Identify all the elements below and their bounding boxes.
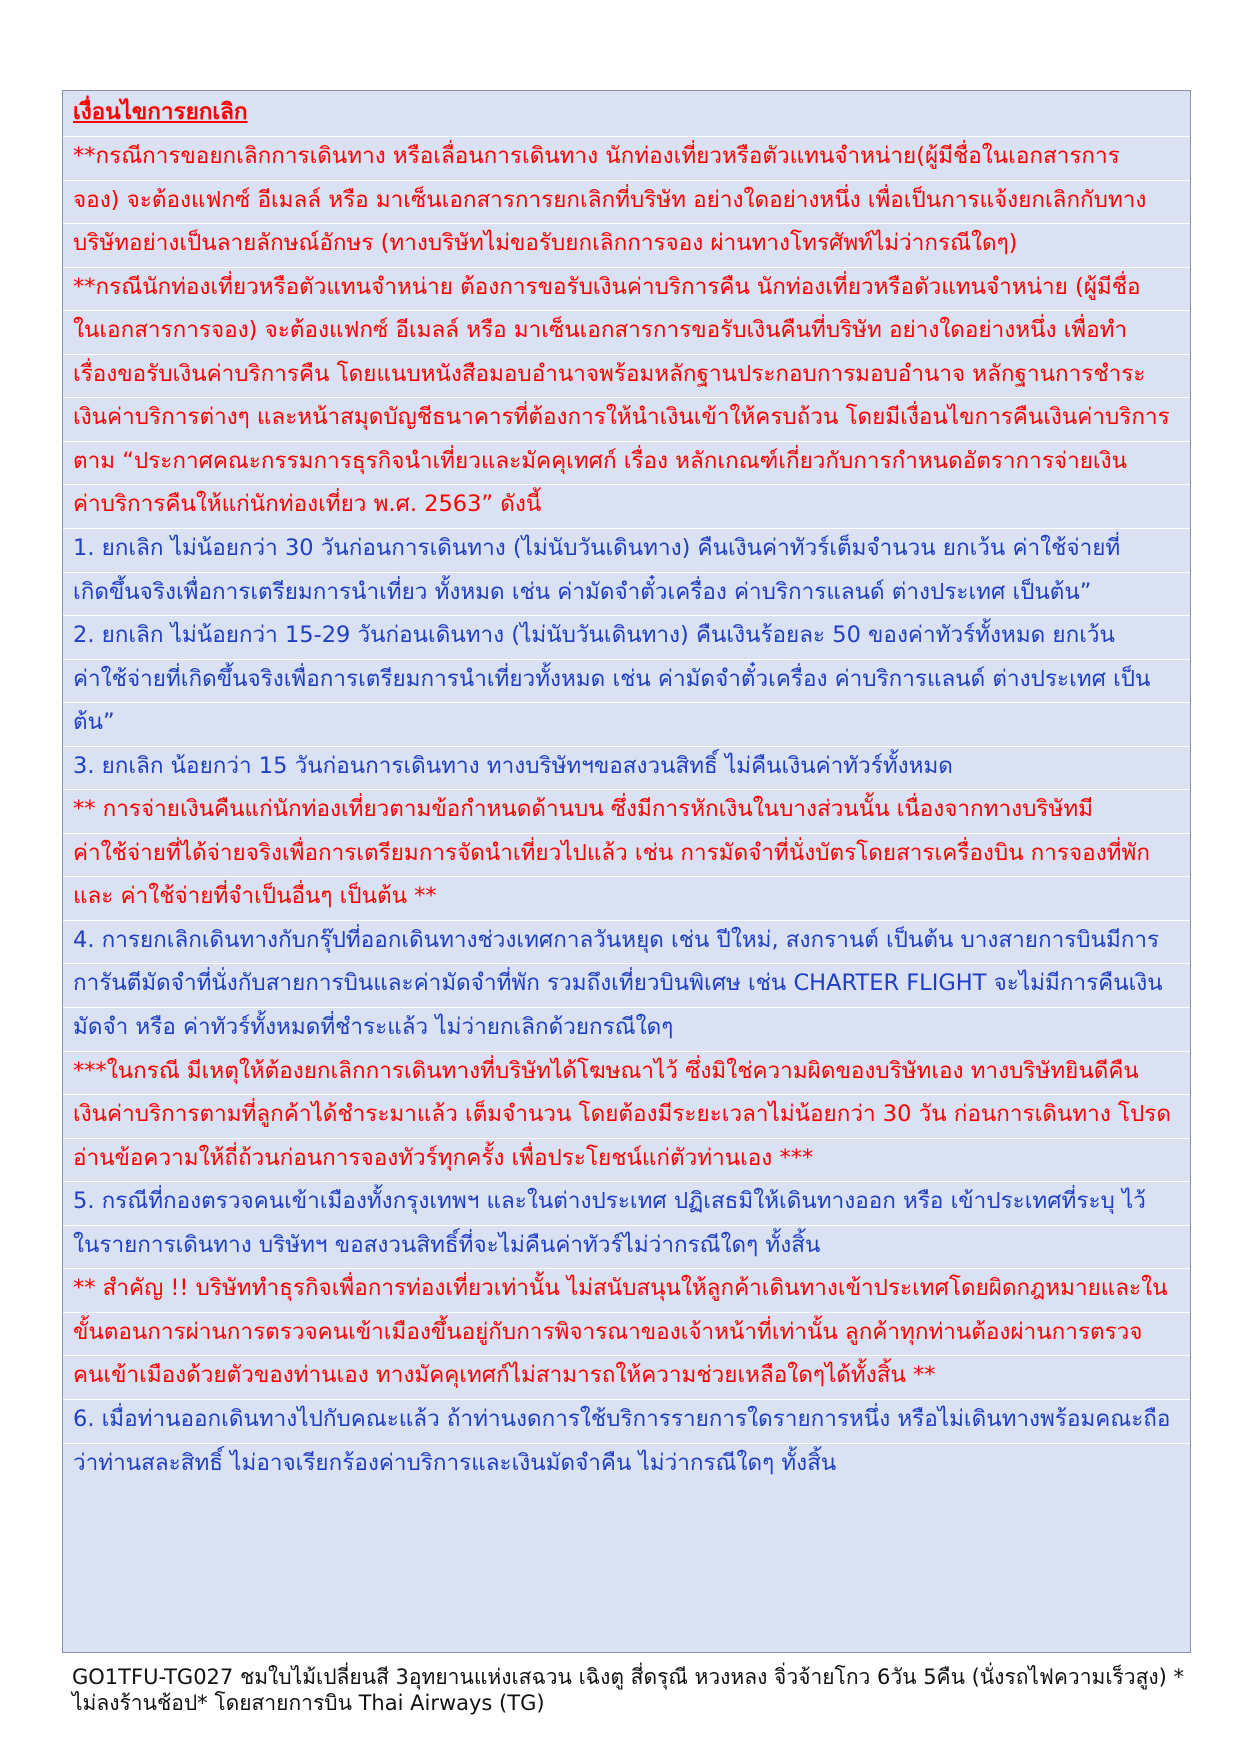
row-divider <box>63 572 1190 573</box>
row-divider <box>63 1225 1190 1226</box>
row-divider <box>63 876 1190 877</box>
condition-line: ** สำคัญ !! บริษัททำธุรกิจเพื่อการท่องเที่ยวเท่านั้น ไม่สนับสนุนให้ลูกค้าเดินทางเข้าประเทศโดยผิดกฎหมายและใน <box>73 1275 1168 1302</box>
row-divider <box>63 615 1190 616</box>
row-divider <box>63 223 1190 224</box>
row-divider <box>63 1268 1190 1269</box>
conditions-box <box>62 90 1191 1653</box>
condition-line: เรื่องขอรับเงินค่าบริการคืน โดยแนบหนังสือมอบอำนาจพร้อมหลักฐานประกอบการมอบอำนาจ หลักฐานการชำระ <box>73 360 1146 387</box>
row-divider <box>63 659 1190 660</box>
row-divider <box>63 310 1190 311</box>
row-divider <box>63 397 1190 398</box>
row-divider <box>63 1355 1190 1356</box>
condition-line: ค่าใช้จ่ายที่ได้จ่ายจริงเพื่อการเตรียมการจัดนำเที่ยวไปแล้ว เช่น การมัดจำที่นั่งบัตรโดยสารเครื่องบิน การจองที่พัก <box>73 839 1150 866</box>
footer-line-1: GO1TFU-TG027 ชมใบไม้เปลี่ยนสี 3อุทยานแห่งเสฉวน เฉิงตู สี่ดรุณี หวงหลง จิ่วจ้ายโกว 6วัน 5คืน (นั่งรถไฟความเร็วสูง) * <box>72 1665 1185 1689</box>
condition-line: ในรายการเดินทาง บริษัทฯ ขอสงวนสิทธิ์ที่จะไม่คืนค่าทัวร์ไม่ว่ากรณีใดๆ ทั้งสิ้น <box>73 1231 821 1258</box>
condition-line: ต้น” <box>73 709 115 736</box>
row-divider <box>63 1051 1190 1052</box>
condition-line: 4. การยกเลิกเดินทางกับกรุ๊ปที่ออกเดินทางช่วงเทศกาลวันหยุด เช่น ปีใหม่, สงกรานต์ เป็นต้น บางสายการบินมีการ <box>73 926 1160 953</box>
row-divider <box>63 833 1190 834</box>
footer-line-2: ไม่ลงร้านช้อป* โดยสายการบิน Thai Airways (TG) <box>72 1691 545 1715</box>
condition-line: ขั้นตอนการผ่านการตรวจคนเข้าเมืองขึ้นอยู่กับการพิจารณาของเจ้าหน้าที่เท่านั้น ลูกค้าทุกท่านต้องผ่านการตรวจ <box>73 1318 1143 1345</box>
condition-line: เงินค่าบริการตามที่ลูกค้าได้ชำระมาแล้ว เต็มจำนวน โดยต้องมีระยะเวลาไม่น้อยกว่า 30 วัน ก่อนการเดินทาง โปรด <box>73 1101 1171 1128</box>
row-divider <box>63 1312 1190 1313</box>
row-divider <box>63 920 1190 921</box>
row-divider <box>63 441 1190 442</box>
condition-line: ** การจ่ายเงินคืนแก่นักท่องเที่ยวตามข้อกำหนดด้านบน ซึ่งมีการหักเงินในบางส่วนนั้น เนื่องจากทางบริษัทมี <box>73 796 1093 823</box>
condition-line: มัดจำ หรือ ค่าทัวร์ทั้งหมดที่ชำระแล้ว ไม่ว่ายกเลิกด้วยกรณีใดๆ <box>73 1014 674 1040</box>
condition-line: ตาม “ประกาศคณะกรรมการธุรกิจนำเที่ยวและมัคคุเทศก์ เรื่อง หลักเกณฑ์เกี่ยวกับการกำหนดอัตราการจ่ายเงิน <box>73 447 1127 474</box>
row-divider <box>63 963 1190 964</box>
row-divider <box>63 354 1190 355</box>
condition-line: คนเข้าเมืองด้วยตัวของท่านเอง ทางมัคคุเทศก์ไม่สามารถให้ความช่วยเหลือใดๆได้ทั้งสิ้น ** <box>73 1362 936 1389</box>
row-divider <box>63 1181 1190 1182</box>
condition-line: จอง) จะต้องแฟกซ์ อีเมลล์ หรือ มาเซ็นเอกสารการยกเลิกที่บริษัท อย่างใดอย่างหนึ่ง เพื่อเป็นการแจ้งยกเลิกกับทาง <box>73 186 1147 213</box>
condition-line: เกิดขึ้นจริงเพื่อการเตรียมการนำเที่ยว ทั้งหมด เช่น ค่ามัดจำตั๋วเครื่อง ค่าบริการแลนด์ ต่างประเทศ เป็นต้น” <box>73 578 1092 605</box>
condition-line: 5. กรณีที่กองตรวจคนเข้าเมืองทั้งกรุงเทพฯ และในต่างประเทศ ปฏิเสธมิให้เดินทางออก หรือ เข้าประเทศที่ระบุ ไว้ <box>73 1188 1146 1215</box>
conditions-title: เงื่อนไขการยกเลิก <box>73 99 248 125</box>
condition-line: ค่าบริการคืนให้แก่นักท่องเที่ยว พ.ศ. 2563” ดังนี้ <box>73 491 542 518</box>
condition-line: **กรณีการขอยกเลิกการเดินทาง หรือเลื่อนการเดินทาง นักท่องเที่ยวหรือตัวแทนจำหน่าย(ผู้มีชื่อในเอกสารการ <box>73 143 1120 169</box>
condition-line: ***ในกรณี มีเหตุให้ต้องยกเลิกการเดินทางที่บริษัทได้โฆษณาไว้ ซึ่งมิใช่ความผิดของบริษัทเอง ทางบริษัทยินดีคืน <box>73 1057 1139 1084</box>
row-divider <box>63 789 1190 790</box>
row-divider <box>63 746 1190 747</box>
row-divider <box>63 528 1190 529</box>
row-divider <box>63 180 1190 181</box>
condition-line: และ ค่าใช้จ่ายที่จำเป็นอื่นๆ เป็นต้น ** <box>73 883 437 910</box>
condition-line: การันตีมัดจำที่นั่งกับสายการบินและค่ามัดจำที่พัก รวมถึงเที่ยวบินพิเศษ เช่น CHARTER FLIGHT จะไม่มีการคืนเงิน <box>73 970 1163 997</box>
condition-line: **กรณีนักท่องเที่ยวหรือตัวแทนจำหน่าย ต้องการขอรับเงินค่าบริการคืน นักท่องเที่ยวหรือตัวแทนจำหน่าย (ผู้มีชื่อ <box>73 273 1141 300</box>
condition-line: บริษัทอย่างเป็นลายลักษณ์อักษร (ทางบริษัทไม่ขอรับยกเลิกการจอง ผ่านทางโทรศัพท์ไม่ว่ากรณีใดๆ) <box>73 230 1018 257</box>
row-divider <box>63 1094 1190 1095</box>
row-divider <box>63 1007 1190 1008</box>
condition-line: ค่าใช้จ่ายที่เกิดขึ้นจริงเพื่อการเตรียมการนำเที่ยวทั้งหมด เช่น ค่ามัดจำตั๋วเครื่อง ค่าบริการแลนด์ ต่างประเทศ เป็น <box>73 665 1151 692</box>
row-divider <box>63 267 1190 268</box>
row-divider <box>63 1138 1190 1139</box>
condition-line: ในเอกสารการจอง) จะต้องแฟกซ์ อีเมลล์ หรือ มาเซ็นเอกสารการขอรับเงินคืนที่บริษัท อย่างใดอย่างหนึ่ง เพื่อทำ <box>73 317 1128 344</box>
condition-line: 3. ยกเลิก น้อยกว่า 15 วันก่อนการเดินทาง ทางบริษัทฯขอสงวนสิทธิ์ ไม่คืนเงินค่าทัวร์ทั้งหมด <box>73 752 953 779</box>
condition-line: 6. เมื่อท่านออกเดินทางไปกับคณะแล้ว ถ้าท่านงดการใช้บริการรายการใดรายการหนึ่ง หรือไม่เดินทางพร้อมคณะถือ <box>73 1405 1171 1432</box>
condition-line: 1. ยกเลิก ไม่น้อยกว่า 30 วันก่อนการเดินทาง (ไม่นับวันเดินทาง) คืนเงินค่าทัวร์เต็มจำนวน ยกเว้น ค่าใช้จ่ายที่ <box>73 534 1121 561</box>
row-divider <box>63 136 1190 137</box>
condition-line: อ่านข้อความให้ถี่ถ้วนก่อนการจองทัวร์ทุกครั้ง เพื่อประโยชน์แก่ตัวท่านเอง *** <box>73 1144 814 1171</box>
row-divider <box>63 484 1190 485</box>
row-divider <box>63 702 1190 703</box>
condition-line: ว่าท่านสละสิทธิ์ ไม่อาจเรียกร้องค่าบริการและเงินมัดจำคืน ไม่ว่ากรณีใดๆ ทั้งสิ้น <box>73 1449 837 1476</box>
row-divider <box>63 1443 1190 1444</box>
condition-line: เงินค่าบริการต่างๆ และหน้าสมุดบัญชีธนาคารที่ต้องการให้นำเงินเข้าให้ครบถ้วน โดยมีเงื่อนไขการคืนเงินค่าบริการ <box>73 404 1170 431</box>
condition-line: 2. ยกเลิก ไม่น้อยกว่า 15-29 วันก่อนเดินทาง (ไม่นับวันเดินทาง) คืนเงินร้อยละ 50 ของค่าทัวร์ทั้งหมด ยกเว้น <box>73 622 1115 649</box>
row-divider <box>63 1399 1190 1400</box>
